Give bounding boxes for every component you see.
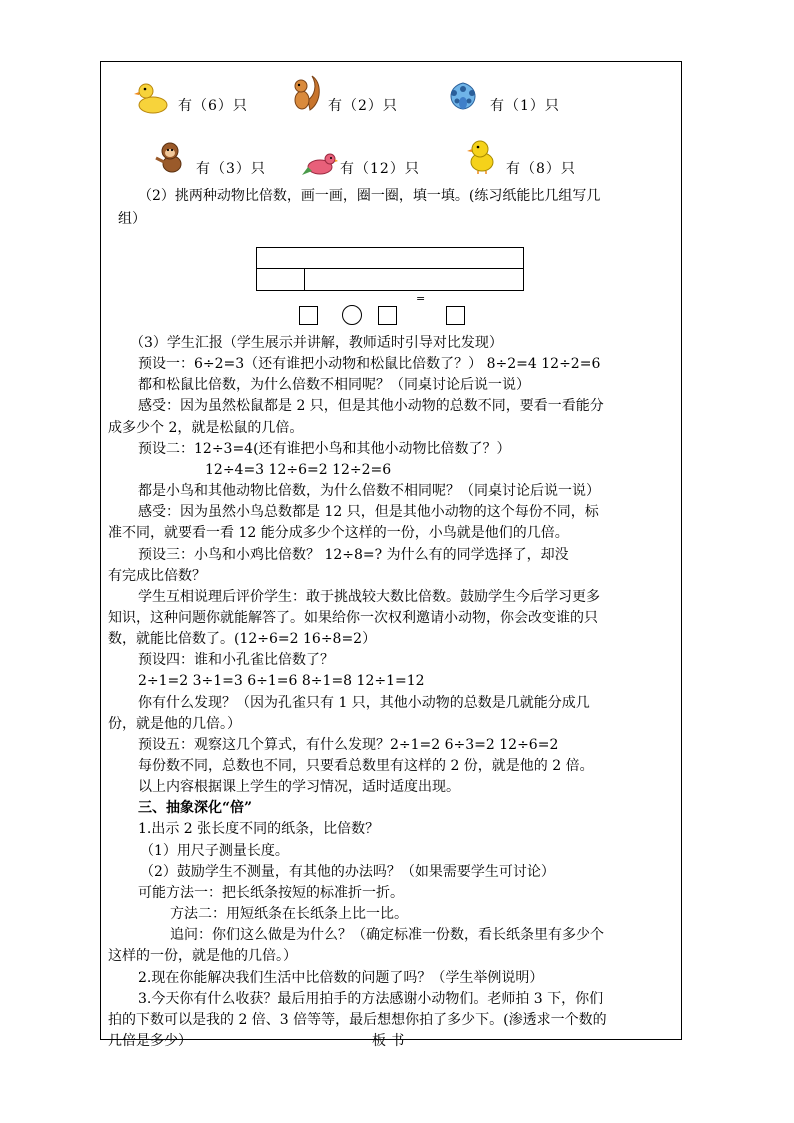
text-line: 预设三：小鸟和小鸡比倍数？ 12÷8=? 为什么有的同学选择了，却没: [138, 547, 569, 563]
text-line: 有完成比倍数？: [108, 568, 206, 584]
text-line: 你有什么发现？（因为孔雀只有 1 只，其他小动物的总数是几就能分成几: [138, 695, 590, 711]
board-heading: 板 书: [372, 1033, 405, 1049]
text-line: 成多少个 2，就是松鼠的几倍。: [108, 420, 304, 436]
text-line: 可能方法一：把长纸条按短的标准折一折。: [138, 885, 404, 901]
text-line: 每份数不同，总数也不同，只要看总数里有这样的 2 份，就是他的 2 倍。: [138, 758, 594, 774]
monkey-count: 有（3）只: [196, 161, 266, 177]
text-line: 1.出示 2 张长度不同的纸条，比倍数？: [138, 821, 380, 837]
text-line: （1）用尺子测量长度。: [140, 843, 289, 859]
text-line: 都和松鼠比倍数，为什么倍数不相同呢？（同桌讨论后说一说）: [138, 377, 530, 393]
text-line: 拍的下数可以是我的 2 倍、3 倍等等，最后想想你拍了多少下。(渗透求一个数的: [108, 1012, 607, 1028]
text-line: 方法二：用短纸条在长纸条上比一比。: [170, 906, 408, 922]
text-line: 2÷1=2 3÷1=3 6÷1=6 8÷1=8 12÷1=12: [138, 673, 425, 689]
section-heading: 三、抽象深化“倍”: [138, 800, 253, 816]
text-line: 预设五：观察这几个算式，有什么发现？2÷1=2 6÷3=2 12÷6=2: [138, 737, 559, 753]
text-line: 追问：你们这么做是为什么？（确定标准一份数，看长纸条里有多少个: [170, 927, 604, 943]
text-line: 3.今天你有什么收获？最后用拍手的方法感谢小动物们。老师拍 3 下，你们: [138, 991, 604, 1007]
text-line: 预设一：6÷2=3（还有谁把小动物和松鼠比倍数了？） 8÷2=4 12÷2=6: [138, 356, 601, 372]
text-line: 这样的一份，就是他的几倍。）: [108, 948, 297, 964]
text-line: 12÷4=3 12÷6=2 12÷2=6: [205, 462, 392, 478]
exercise-instruction: （2）挑两种动物比倍数，画一画，圈一圈，填一填。(练习纸能比几组写几: [138, 188, 601, 204]
text-line: 学生互相说理后评价学生：敢于挑战较大数比倍数。鼓励学生今后学习更多: [138, 589, 600, 605]
bird-icon: [302, 144, 338, 184]
chick-count: 有（8）只: [506, 161, 576, 177]
text-line: 知识，这种问题你就能解答了。如果给你一次权利邀请小动物，你会改变谁的只: [108, 610, 598, 626]
squirrel-icon: [290, 72, 322, 112]
text-line: 数，就能比倍数了。(12÷6=2 16÷8=2）: [108, 631, 377, 647]
equals-sign: =: [416, 292, 427, 305]
squirrel-count: 有（2）只: [328, 98, 398, 114]
text-line: 2.现在你能解决我们生活中比倍数的问题了吗？（学生举例说明）: [138, 970, 544, 986]
comparison-table: [256, 247, 524, 291]
text-line: 都是小鸟和其他动物比倍数，为什么倍数不相同呢？（同桌讨论后说一说）: [138, 483, 600, 499]
answer-box: [299, 306, 318, 325]
text-line: 预设四：谁和小孔雀比倍数了？: [138, 652, 334, 668]
chick-icon: [466, 136, 498, 176]
text-line: 以上内容根据课上学生的学习情况，适时适度出现。: [138, 779, 460, 795]
text-line: 准不同，就要看一看 12 能分成多少个这样的一份，小鸟就是他们的几倍。: [108, 525, 569, 541]
operator-circle: [342, 305, 362, 325]
answer-box: [378, 306, 397, 325]
duck-count: 有（6）只: [178, 98, 248, 114]
monkey-icon: [152, 136, 188, 176]
duck-icon: [134, 78, 170, 118]
text-line: （3）学生汇报（学生展示并讲解，教师适时引导对比发现）: [130, 335, 503, 351]
text-line: 感受：因为虽然松鼠都是 2 只，但是其他小动物的总数不同，要看一看能分: [138, 398, 604, 414]
exercise-instruction-cont: 组）: [118, 211, 146, 227]
text-line: 几倍是多少）: [108, 1033, 192, 1049]
text-line: 预设二：12÷3=4(还有谁把小鸟和其他小动物比倍数了？）: [138, 441, 511, 457]
table-divider: [304, 269, 305, 291]
text-line: 份，就是他的几倍。）: [108, 716, 241, 732]
text-line: 感受：因为虽然小鸟总数都是 12 只，但是其他小动物的这个每份不同，标: [138, 504, 599, 520]
peacock-count: 有（1）只: [490, 98, 560, 114]
text-line: （2）鼓励学生不测量，有其他的办法吗？（如果需要学生可讨论）: [140, 864, 555, 880]
answer-box: [446, 306, 465, 325]
table-row: [257, 248, 523, 269]
bird-count: 有（12）只: [340, 161, 420, 177]
peacock-icon: [444, 76, 482, 116]
